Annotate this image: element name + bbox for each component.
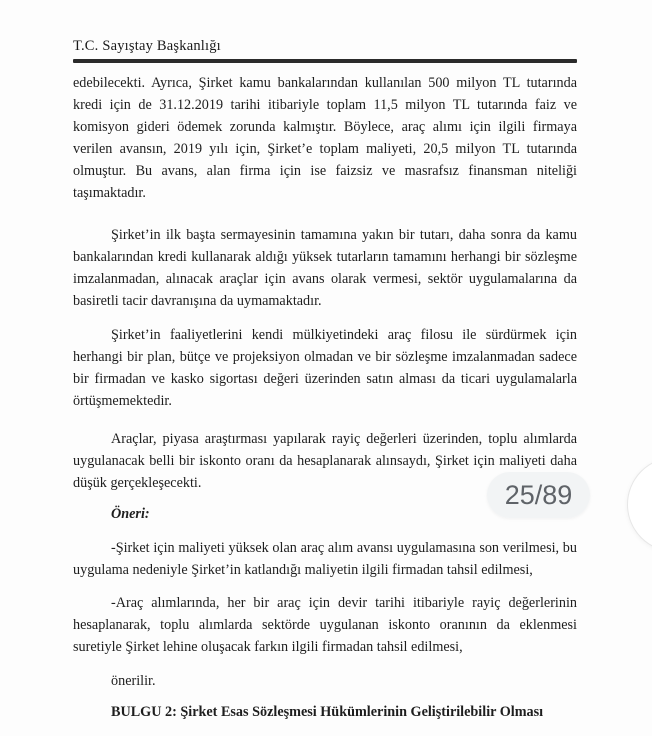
paragraph-advance-cost: edebilecekti. Ayrıca, Şirket kamu bankalarından kullanılan 500 milyon TL tutarında kredi için de 31.12.2019 tarihi itibariyle toplam 11,5 milyon TL tutarında faiz ve komisyon gideri ödemek zorunda kalmıştır. Böylece, araç alımı için ilgili firmaya verilen avansın, 2019 yılı için, Şirket’e toplam maliyeti, 20,5 milyon TL tutarında olmuştur. Bu avans, alan firma için ise faizsiz ve masrafsız finansman niteliği taşımaktadır. bbox=[73, 75, 577, 201]
paragraph-capital-advance: Şirket’in ilk başta sermayesinin tamamına yakın bir tutarı, daha sonra da kamu bankalarından kredi kullanarak aldığı yüksek tutarların tamamını herhangi bir sözleşme imzalanmadan, alınacak araçlar için avans olarak vermesi, sektör uygulamalarına da basiretli tacir davranışına da uymamaktadır. bbox=[73, 227, 577, 309]
header-divider-rule bbox=[73, 59, 577, 63]
recommendation-item-1: -Şirket için maliyeti yüksek olan araç alım avansı uygulamasına son verilmesi, bu uygulama nedeniyle Şirket’in katlandığı maliyetin ilgili firmadan tahsil edilmesi, bbox=[73, 540, 577, 578]
document-body bbox=[73, 72, 577, 736]
recommendation-heading: Öneri: bbox=[111, 506, 150, 522]
paragraph-fleet-purchase: Şirket’in faaliyetlerini kendi mülkiyetindeki araç filosu ile sürdürmek için herhangi bir plan, bütçe ve projeksiyon olmadan ve bir sözleşme imzalanmadan sadece bir firmadan ve kasko sigortası değeri üzerinden satın alması da ticari uygulamalarla örtüşmemektedir. bbox=[73, 327, 577, 409]
next-finding-heading-clipped: BULGU 2: Şirket Esas Sözleşmesi Hükümlerinin Geliştirilebilir Olması bbox=[111, 704, 544, 720]
scroll-fab-button[interactable] bbox=[627, 457, 652, 552]
document-page bbox=[73, 0, 577, 720]
recommendation-item-2: -Araç alımlarında, her bir araç için devir tarihi itibariyle rayiç değerlerinin hesaplanarak, toplu alımlarda sektörde uygulanan iskonto oranının da eklenmesi suretiyle Şirket lehine oluşacak farkın ilgili firmadan tahsil edilmesi, bbox=[73, 595, 577, 655]
closing-word: önerilir. bbox=[111, 673, 156, 689]
page-number-badge: 25/89 bbox=[487, 472, 590, 518]
document-header-title: T.C. Sayıştay Başkanlığı bbox=[73, 38, 221, 54]
paragraph-market-research: Araçlar, piyasa araştırması yapılarak rayiç değerleri üzerinden, toplu alımlarda uygulanacak belli bir iskonto oranı da hesaplanarak alınsaydı, Şirket için maliyeti daha düşük gerçekleşecekti. bbox=[73, 431, 577, 491]
